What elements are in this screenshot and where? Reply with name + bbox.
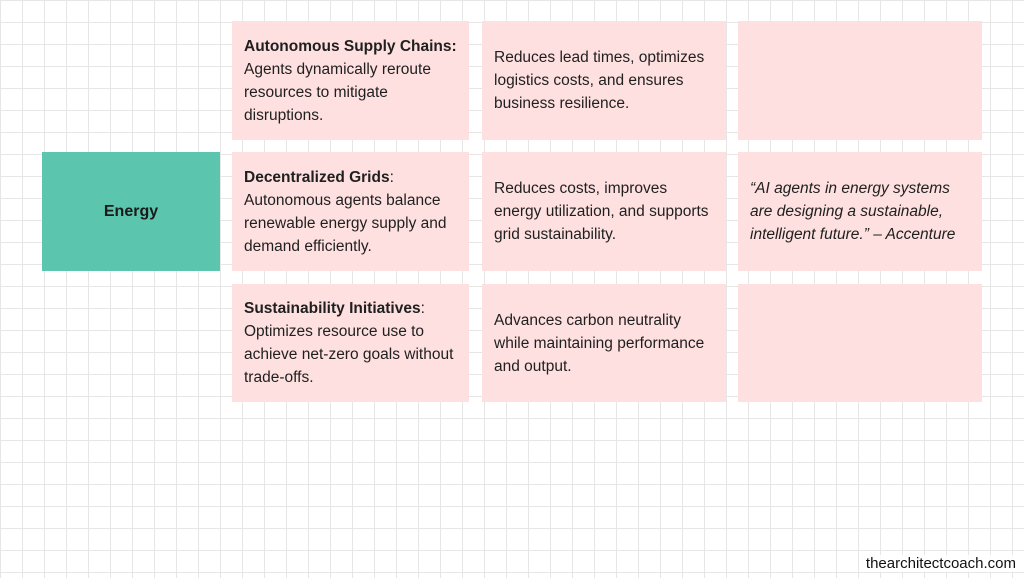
use-case-text	[244, 297, 457, 389]
use-case-title: Decentralized Grids	[244, 168, 390, 186]
impact-text: Reduces lead times, optimizes logistics costs, and ensures business resilience.	[494, 49, 705, 112]
use-case-description: : Optimizes resource use to achieve net-zero goals without trade-offs.	[244, 300, 454, 386]
category-energy	[42, 152, 220, 271]
impact-cell-2	[482, 152, 726, 271]
quote-cell-3	[738, 284, 982, 402]
impact-text: Reduces costs, improves energy utilization, and supports grid sustainability.	[494, 180, 709, 243]
impact-text: Advances carbon neutrality while maintaining performance and output.	[494, 311, 705, 375]
impact-cell-3	[482, 284, 726, 402]
use-case-cell-2	[232, 152, 469, 271]
use-case-cell-1	[232, 21, 469, 140]
use-case-title: Sustainability Initiatives	[244, 300, 421, 317]
quote-text: “AI agents in energy systems are designing a sustainable, intelligent future.” – Accenture	[750, 180, 956, 243]
use-case-title: Autonomous Supply Chains:	[244, 37, 457, 55]
brand-watermark: thearchitectcoach.com	[865, 555, 1016, 572]
use-case-text	[244, 166, 457, 258]
use-case-text	[244, 35, 457, 127]
quote-cell-1	[738, 21, 982, 140]
use-case-description: : Autonomous agents balance renewable energy supply and demand efficiently.	[244, 168, 447, 255]
impact-cell-1	[482, 21, 726, 140]
use-case-cell-3	[232, 284, 469, 402]
use-case-description: Agents dynamically reroute resources to mitigate disruptions.	[244, 60, 431, 124]
quote-cell-2	[738, 152, 982, 271]
category-label: Energy	[103, 202, 159, 220]
